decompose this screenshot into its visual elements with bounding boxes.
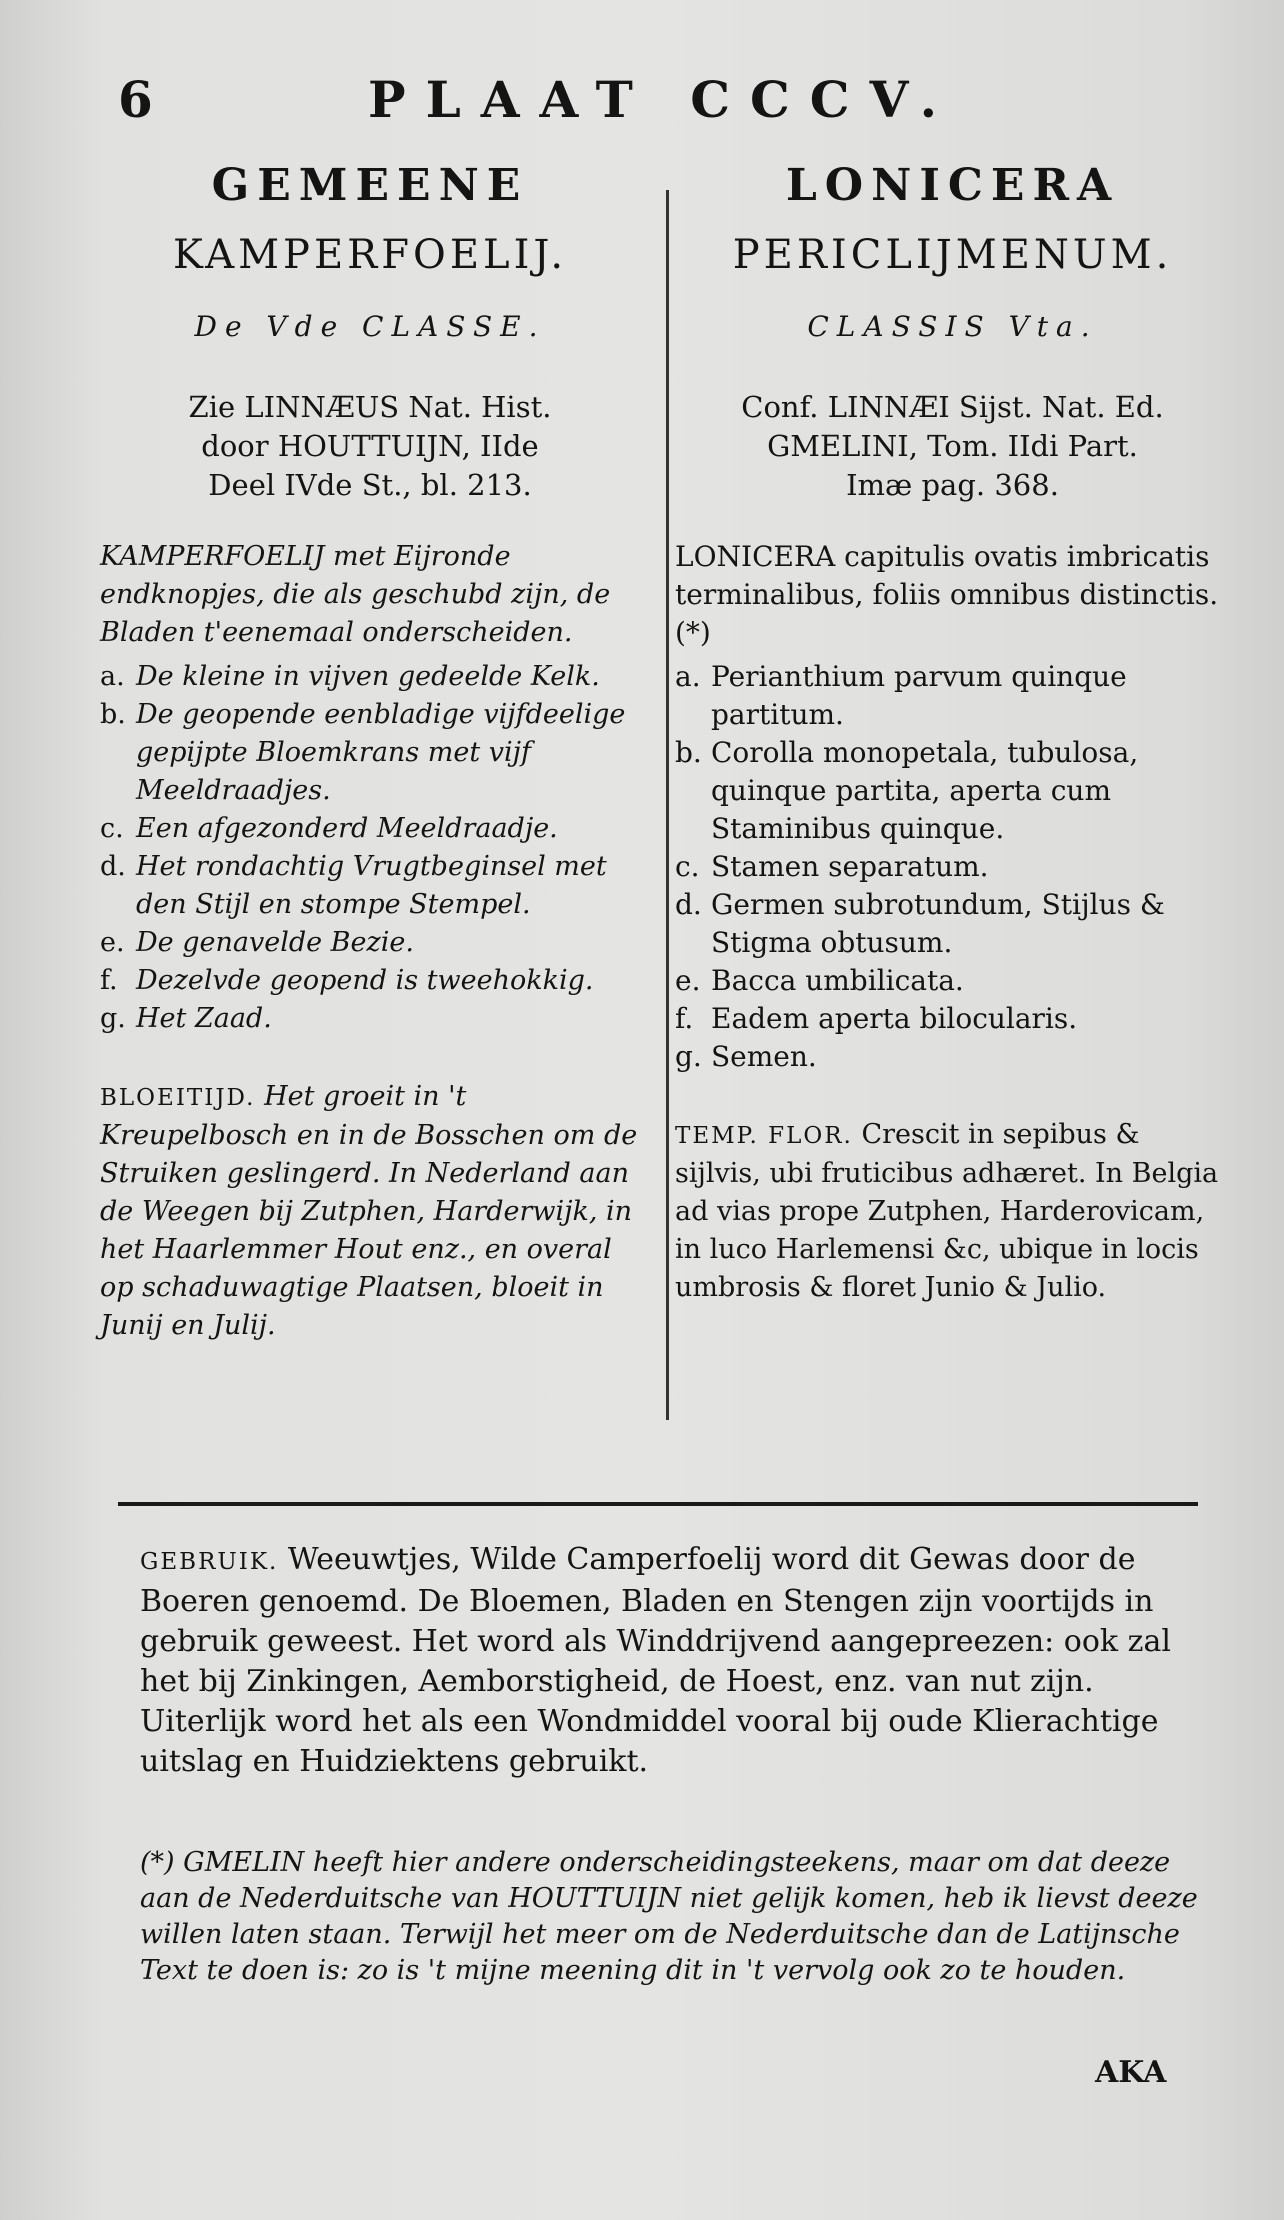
item-letter: f. — [675, 1002, 694, 1035]
latin-description: LONICERA capitulis ovatis imbricatis terminalibus, foliis omnibus distinctis. (*) — [675, 540, 1219, 649]
item-letter: d. — [675, 888, 702, 921]
page-number: 6 — [118, 70, 153, 129]
catchword: AKA — [1095, 2055, 1167, 2090]
item-letter: c. — [675, 850, 700, 883]
footnote: (*) GMELIN heeft hier andere onderscheidingsteekens, maar om dat deeze aan de Nederduitsche van HOUTTUIJN niet gelijk komen, heb ik lievst deeze willen laten staan. Terwijl het meer om de Nederduitsche dan de Latijnsche Text te doen is: zo is 't mijne meening dit in 't vervolg ook zo te houden. — [140, 1847, 1198, 1986]
dutch-flowering-section — [100, 1078, 640, 1345]
flowering-label: TEMP. FLOR. — [675, 1123, 853, 1149]
item-letter: d. — [100, 851, 126, 882]
item-letter: c. — [100, 813, 124, 844]
list-item — [675, 1000, 1230, 1038]
list-item — [675, 962, 1230, 1000]
item-letter: a. — [675, 660, 701, 693]
list-item — [100, 658, 640, 696]
item-text: Stamen separatum. — [711, 850, 989, 883]
latin-classis: CLASSIS Vta. — [807, 310, 1098, 343]
latin-reference-line: Conf. LINNÆI Sijst. Nat. Ed. — [741, 390, 1164, 424]
item-letter: e. — [100, 927, 125, 958]
list-item — [100, 848, 640, 924]
list-item — [100, 810, 640, 848]
item-text: Een afgezonderd Meeldraadje. — [136, 813, 558, 844]
page-header — [118, 70, 1008, 140]
item-letter: b. — [100, 699, 126, 730]
item-text: Corolla monopetala, tubulosa, quinque partita, aperta cum Staminibus quinque. — [711, 736, 1139, 845]
dutch-column — [100, 160, 640, 1345]
item-text: Germen subrotundum, Stijlus & Stigma obtusum. — [711, 888, 1165, 959]
item-letter: b. — [675, 736, 702, 769]
latin-column — [675, 160, 1230, 1307]
dutch-classis: De Vde CLASSE. — [194, 310, 546, 343]
item-letter: g. — [100, 1003, 126, 1034]
dutch-item-list — [100, 658, 640, 1038]
list-item — [675, 848, 1230, 886]
horizontal-rule — [118, 1502, 1198, 1506]
dutch-title-2: KAMPERFOELIJ. — [172, 232, 568, 278]
dutch-reference-line: Deel IVde St., bl. 213. — [208, 468, 532, 502]
item-text: Bacca umbilicata. — [711, 964, 964, 997]
latin-title-1: LONICERA — [785, 160, 1120, 211]
dutch-reference-line: door HOUTTUIJN, IIde — [201, 429, 539, 463]
latin-reference — [675, 388, 1230, 538]
list-item — [675, 1038, 1230, 1076]
list-item — [100, 1000, 640, 1038]
plate-title: PLAAT CCCV. — [368, 70, 958, 129]
usage-label: GEBRUIK. — [140, 1549, 279, 1575]
item-text: Eadem aperta bilocularis. — [711, 1002, 1078, 1035]
dutch-reference-line: Zie LINNÆUS Nat. Hist. — [188, 390, 552, 424]
list-item — [675, 734, 1230, 848]
flowering-text: Crescit in sepibus & sijlvis, ubi fruticibus adhæret. In Belgia ad vias prope Zutphen, Harderovicam, in luco Harlemensi &c, ubique in locis umbrosis & floret Junio & Julio. — [675, 1119, 1219, 1303]
item-letter: f. — [100, 965, 118, 996]
list-item — [100, 924, 640, 962]
item-text: Dezelvde geopend is tweehokkig. — [136, 965, 594, 996]
latin-flowering-section — [675, 1116, 1230, 1307]
latin-reference-line: Imæ pag. 368. — [846, 468, 1059, 502]
item-text: Het rondachtig Vrugtbeginsel met den Stijl en stompe Stempel. — [136, 851, 607, 920]
latin-reference-line: GMELINI, Tom. IIdi Part. — [767, 429, 1138, 463]
item-text: De kleine in vijven gedeelde Kelk. — [136, 661, 600, 692]
flowering-text: Het groeit in 't Kreupelbosch en in de Bosschen om de Struiken geslingerd. In Nederland aan de Weegen bij Zutphen, Harderwijk, in het Haarlemmer Hout enz., en overal op schaduwagtige Plaatsen, bloeit in Junij en Julij. — [100, 1081, 638, 1341]
usage-text: Weeuwtjes, Wilde Camperfoelij word dit Gewas door de Boeren genoemd. De Bloemen, Bladen en Stengen zijn voortijds in gebruik geweest. Het word als Winddrijvend aangepreezen: ook zal het bij Zinkingen, Aemborstigheid, de Hoest, enz. van nut zijn. Uiterlijk word het als een Wondmiddel vooral bij oude Klierachtige uitslag en Huidziektens gebruikt. — [140, 1542, 1171, 1779]
item-text: Perianthium parvum quinque partitum. — [711, 660, 1127, 731]
dutch-title-1: GEMEENE — [211, 160, 529, 211]
item-letter: a. — [100, 661, 125, 692]
item-text: De genavelde Bezie. — [136, 927, 414, 958]
list-item — [100, 962, 640, 1000]
item-letter: g. — [675, 1040, 702, 1073]
flowering-label: BLOEITIJD. — [100, 1085, 256, 1111]
latin-item-list — [675, 658, 1230, 1076]
dutch-reference — [100, 388, 640, 538]
item-text: Het Zaad. — [136, 1003, 272, 1034]
item-text: De geopende eenbladige vijfdeelige gepijpte Bloemkrans met vijf Meeldraadjes. — [136, 699, 626, 806]
dutch-description: KAMPERFOELIJ met Eijronde endknopjes, die als geschubd zijn, de Bladen t'eenemaal onderscheiden. — [100, 541, 611, 648]
usage-section — [140, 1540, 1210, 1782]
latin-title-2: PERICLIJMENUM. — [732, 232, 1173, 278]
column-divider — [666, 190, 669, 1420]
item-letter: e. — [675, 964, 701, 997]
list-item — [100, 696, 640, 810]
list-item — [675, 886, 1230, 962]
list-item — [675, 658, 1230, 734]
item-text: Semen. — [711, 1040, 817, 1073]
